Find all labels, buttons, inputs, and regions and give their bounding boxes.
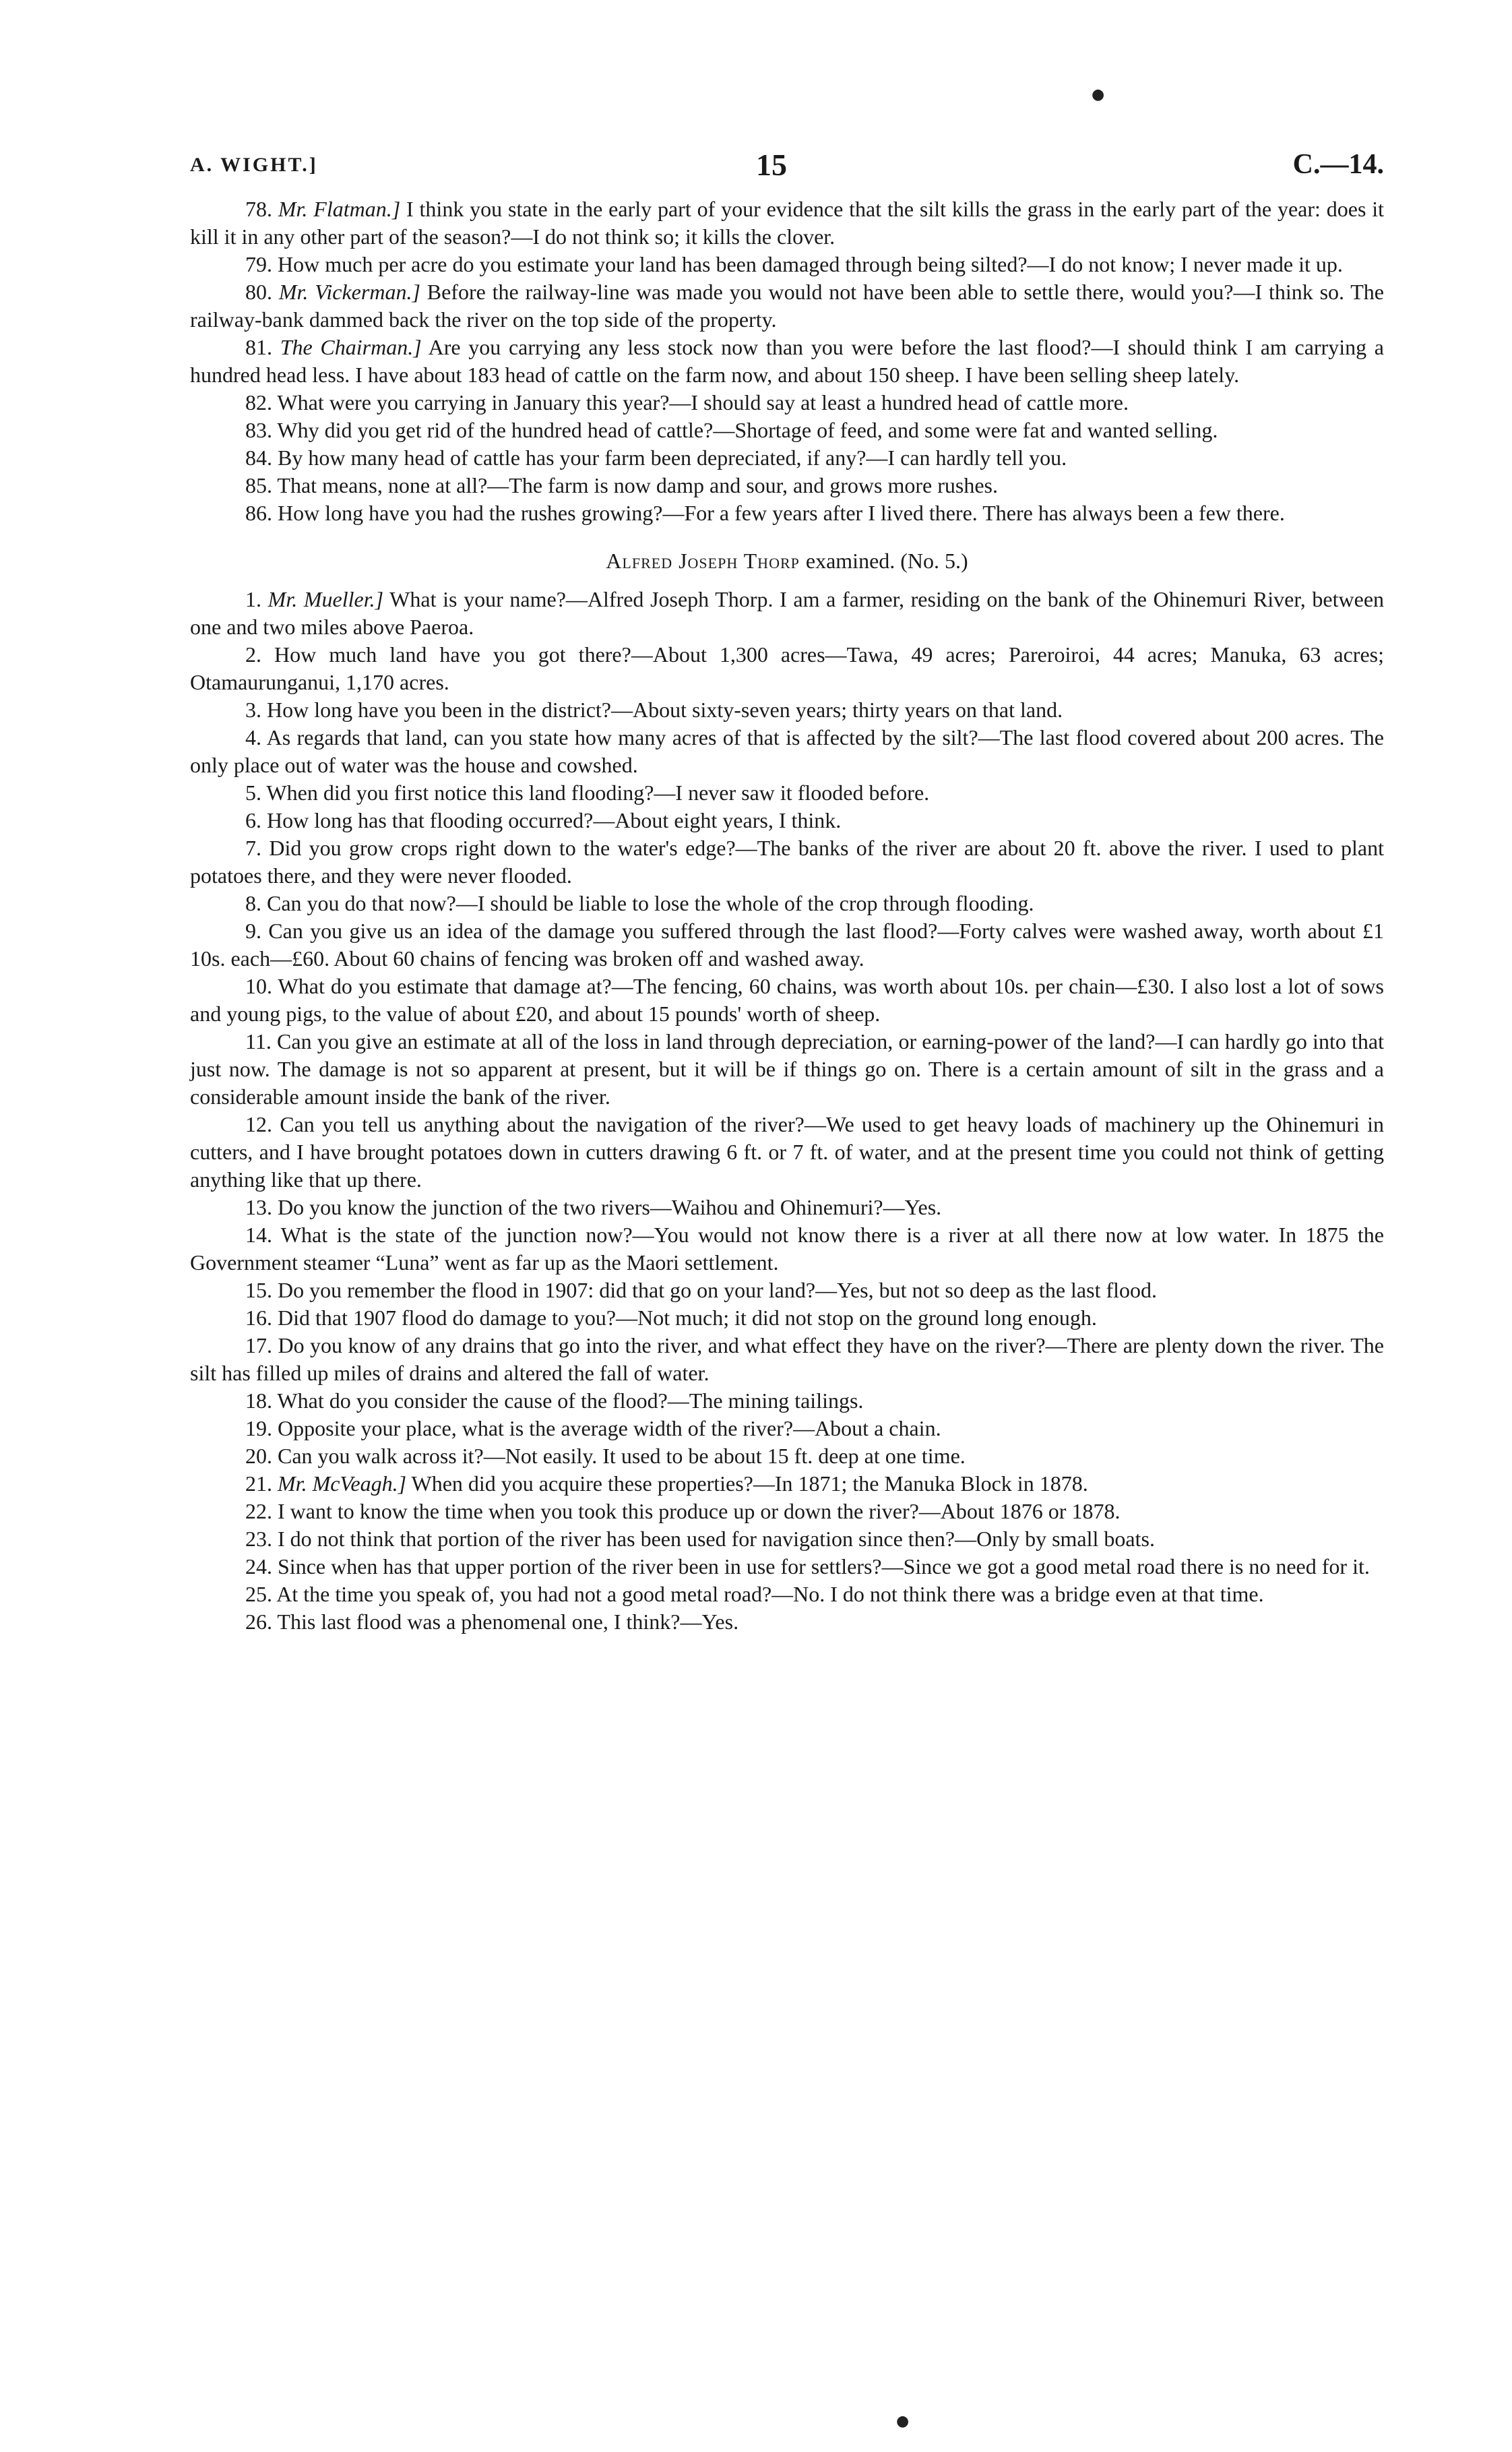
evidence-paragraph: [190, 1387, 1384, 1415]
question-number: 81.: [245, 335, 272, 359]
evidence-paragraph: [190, 251, 1384, 278]
evidence-paragraph: [190, 195, 1384, 251]
question-number: 18.: [245, 1388, 272, 1413]
evidence-paragraph: [190, 807, 1384, 834]
question-number: 11.: [245, 1029, 272, 1053]
evidence-paragraph: [190, 278, 1384, 334]
question-number: 23.: [245, 1527, 272, 1551]
evidence-paragraph: [190, 724, 1384, 779]
question-number: 21.: [245, 1471, 272, 1496]
question-number: 85.: [245, 473, 272, 497]
evidence-paragraph: [190, 973, 1384, 1028]
question-answer-text: What do you consider the cause of the flood?—The mining tailings.: [277, 1388, 864, 1413]
question-number: 86.: [245, 501, 272, 525]
question-number: 14.: [245, 1223, 272, 1247]
evidence-paragraph: [190, 1608, 1384, 1636]
question-answer-text: Did you grow crops right down to the water's edge?—The banks of the river are about 20 ft. above the river. I used to plant potatoes there, and they were never flooded.: [190, 836, 1385, 888]
question-number: 24.: [245, 1554, 272, 1579]
question-answer-text: Why did you get rid of the hundred head of cattle?—Shortage of feed, and some were fat and wanted selling.: [277, 418, 1218, 442]
evidence-paragraph: [190, 444, 1384, 472]
question-answer-text: I do not think that portion of the river has been used for navigation since then?—Only by small boats.: [278, 1527, 1155, 1551]
question-answer-text: Do you know the junction of the two rivers—Waihou and Ohinemuri?—Yes.: [278, 1195, 942, 1219]
question-number: 12.: [245, 1112, 272, 1136]
evidence-paragraph: [190, 1111, 1384, 1194]
evidence-paragraph: [190, 1581, 1384, 1608]
evidence-paragraph: [190, 779, 1384, 807]
margin-mark: ●: [1092, 86, 1105, 103]
question-number: 82.: [245, 390, 272, 415]
question-number: 4.: [245, 725, 261, 749]
question-answer-text: What were you carrying in January this year?—I should say at least a hundred head of cattle more.: [277, 390, 1129, 415]
question-number: 8.: [245, 891, 261, 915]
document-reference: C.—14.: [1292, 149, 1384, 180]
evidence-paragraph: [190, 1525, 1384, 1553]
question-answer-text: How much per acre do you estimate your land has been damaged through being silted?—I do not know; I never made it up.: [278, 252, 1343, 276]
question-number: 80.: [245, 280, 272, 304]
examiner-name: Mr. McVeagh.]: [278, 1471, 407, 1496]
question-answer-text: When did you first notice this land flooding?—I never saw it flooded before.: [266, 780, 930, 805]
evidence-paragraph: [190, 334, 1384, 389]
question-answer-text: How long has that flooding occurred?—About eight years, I think.: [267, 808, 842, 832]
page-body: [190, 195, 1384, 1636]
witness-heading: [190, 547, 1384, 575]
question-answer-text: Do you know of any drains that go into the river, and what effect they have on the river?—There are plenty down the river. The silt has filled up miles of drains and altered the fall of water.: [190, 1333, 1385, 1385]
witness-name: Alfred Joseph Thorp: [606, 549, 800, 573]
question-answer-text: Did that 1907 flood do damage to you?—Not much; it did not stop on the ground long enough.: [278, 1306, 1097, 1330]
question-number: 7.: [245, 836, 261, 860]
question-number: 78.: [245, 197, 272, 221]
evidence-paragraph: [190, 834, 1384, 890]
evidence-paragraph: [190, 917, 1384, 973]
evidence-paragraph: [190, 586, 1384, 641]
evidence-paragraph: [190, 1332, 1384, 1387]
question-number: 15.: [245, 1278, 272, 1302]
question-number: 19.: [245, 1416, 272, 1440]
question-number: 17.: [245, 1333, 272, 1357]
question-answer-text: I want to know the time when you took this produce up or down the river?—About 1876 or 1878.: [278, 1499, 1121, 1523]
question-number: 79.: [245, 252, 272, 276]
running-header: [190, 147, 1384, 187]
question-answer-text: How much land have you got there?—About 1,300 acres—Tawa, 49 acres; Pareroiroi, 44 acres; Manuka, 63 acres; Otamaurunganui, 1,170 acres.: [190, 642, 1385, 694]
evidence-paragraph: [190, 389, 1384, 417]
question-answer-text: By how many head of cattle has your farm been depreciated, if any?—I can hardly tell you.: [278, 446, 1067, 470]
question-number: 13.: [245, 1195, 272, 1219]
evidence-paragraph: [190, 472, 1384, 499]
question-answer-text: Opposite your place, what is the average width of the river?—About a chain.: [278, 1416, 941, 1440]
question-number: 1.: [245, 587, 261, 611]
question-number: 5.: [245, 780, 261, 805]
question-number: 22.: [245, 1499, 272, 1523]
evidence-paragraph: [190, 1498, 1384, 1525]
examiner-name: The Chairman.]: [280, 335, 422, 359]
question-answer-text: Can you walk across it?—Not easily. It used to be about 15 ft. deep at one time.: [278, 1444, 966, 1468]
question-answer-text: Before the railway-line was made you would not have been able to settle there, would you?—I think so. The railway-bank dammed back the river on the top side of the property.: [190, 280, 1385, 332]
evidence-paragraph: [190, 1442, 1384, 1470]
question-answer-text: What do you estimate that damage at?—The fencing, 60 chains, was worth about 10s. per chain—£30. I also lost a lot of sows and young pigs, to the value of about £20, and about 15 pounds' worth of sheep.: [190, 974, 1385, 1026]
page-number: 15: [756, 148, 787, 182]
evidence-paragraph: [190, 1415, 1384, 1442]
evidence-section-previous-witness: [190, 195, 1384, 527]
evidence-paragraph: [190, 1553, 1384, 1581]
evidence-paragraph: [190, 499, 1384, 527]
question-answer-text: Are you carrying any less stock now than you were before the last flood?—I should think I am carrying a hundred head less. I have about 183 head of cattle on the farm now, and about 150 sheep. I have been selling sheep lately.: [190, 335, 1384, 387]
witness-suffix: examined. (No. 5.): [805, 549, 968, 573]
header-author: A. WIGHT.]: [190, 154, 318, 176]
question-number: 84.: [245, 446, 272, 470]
question-answer-text: Do you remember the flood in 1907: did that go on your land?—Yes, but not so deep as the last flood.: [278, 1278, 1157, 1302]
evidence-paragraph: [190, 890, 1384, 917]
question-number: 20.: [245, 1444, 272, 1468]
question-answer-text: This last flood was a phenomenal one, I think?—Yes.: [277, 1610, 739, 1634]
examiner-name: Mr. Mueller.]: [267, 587, 384, 611]
question-answer-text: When did you acquire these properties?—In 1871; the Manuka Block in 1878.: [411, 1471, 1088, 1496]
question-answer-text: How long have you been in the district?—About sixty-seven years; thirty years on that land.: [267, 698, 1063, 722]
evidence-paragraph: [190, 417, 1384, 444]
evidence-paragraph: [190, 1221, 1384, 1277]
question-answer-text: Since when has that upper portion of the river been in use for settlers?—Since we got a good metal road there is no need for it.: [278, 1554, 1370, 1579]
examiner-name: Mr. Vickerman.]: [278, 280, 420, 304]
evidence-paragraph: [190, 696, 1384, 724]
evidence-paragraph: [190, 1028, 1384, 1111]
question-number: 9.: [245, 919, 261, 943]
evidence-paragraph: [190, 1277, 1384, 1304]
evidence-paragraph: [190, 1194, 1384, 1221]
question-number: 6.: [245, 808, 261, 832]
question-answer-text: What is the state of the junction now?—You would not know there is a river at all there now at low water. In 1875 the Government steamer “Luna” went as far up as the Maori settlement.: [190, 1223, 1385, 1275]
question-number: 25.: [245, 1582, 272, 1606]
question-answer-text: At the time you speak of, you had not a good metal road?—No. I do not think there was a bridge even at that time.: [276, 1582, 1264, 1606]
question-answer-text: Can you give us an idea of the damage you suffered through the last flood?—Forty calves were washed away, worth about £1 10s. each—£60. About 60 chains of fencing was broken off and washed away.: [190, 919, 1385, 971]
margin-mark: ●: [896, 2413, 910, 2430]
question-number: 2.: [245, 642, 261, 667]
question-answer-text: As regards that land, can you state how many acres of that is affected by the silt?—The last flood covered about 200 acres. The only place out of water was the house and cowshed.: [190, 725, 1385, 777]
evidence-paragraph: [190, 1470, 1384, 1498]
question-answer-text: Can you give an estimate at all of the loss in land through depreciation, or earning-power of the land?—I can hardly go into that just now. The damage is not so apparent at present, but it will be if things go on. There is a certain amount of silt in the grass and a considerable amount inside the bank of the river.: [190, 1029, 1385, 1109]
question-number: 83.: [245, 418, 272, 442]
examiner-name: Mr. Flatman.]: [278, 197, 401, 221]
question-answer-text: Can you tell us anything about the navigation of the river?—We used to get heavy loads of machinery up the Ohinemuri in cutters, and I have brought potatoes down in cutters drawing 6 ft. or 7 ft. of water, and at the present time you could not think of getting anything like that up there.: [190, 1112, 1385, 1192]
evidence-paragraph: [190, 641, 1384, 696]
question-number: 3.: [245, 698, 261, 722]
question-answer-text: I think you state in the early part of your evidence that the silt kills the grass in the early part of the year: does it kill it in any other part of the season?—I do not think so; it kills the clover.: [190, 197, 1385, 249]
question-answer-text: How long have you had the rushes growing?—For a few years after I lived there. There has always been a few there.: [278, 501, 1285, 525]
question-number: 16.: [245, 1306, 272, 1330]
question-answer-text: That means, none at all?—The farm is now damp and sour, and grows more rushes.: [277, 473, 998, 497]
evidence-section-thorp: [190, 586, 1384, 1636]
evidence-paragraph: [190, 1304, 1384, 1332]
question-answer-text: What is your name?—Alfred Joseph Thorp. I am a farmer, residing on the bank of the Ohinemuri River, between one and two miles above Paeroa.: [190, 587, 1385, 639]
question-number: 10.: [245, 974, 272, 998]
question-number: 26.: [245, 1610, 272, 1634]
question-answer-text: Can you do that now?—I should be liable to lose the whole of the crop through flooding.: [267, 891, 1034, 915]
